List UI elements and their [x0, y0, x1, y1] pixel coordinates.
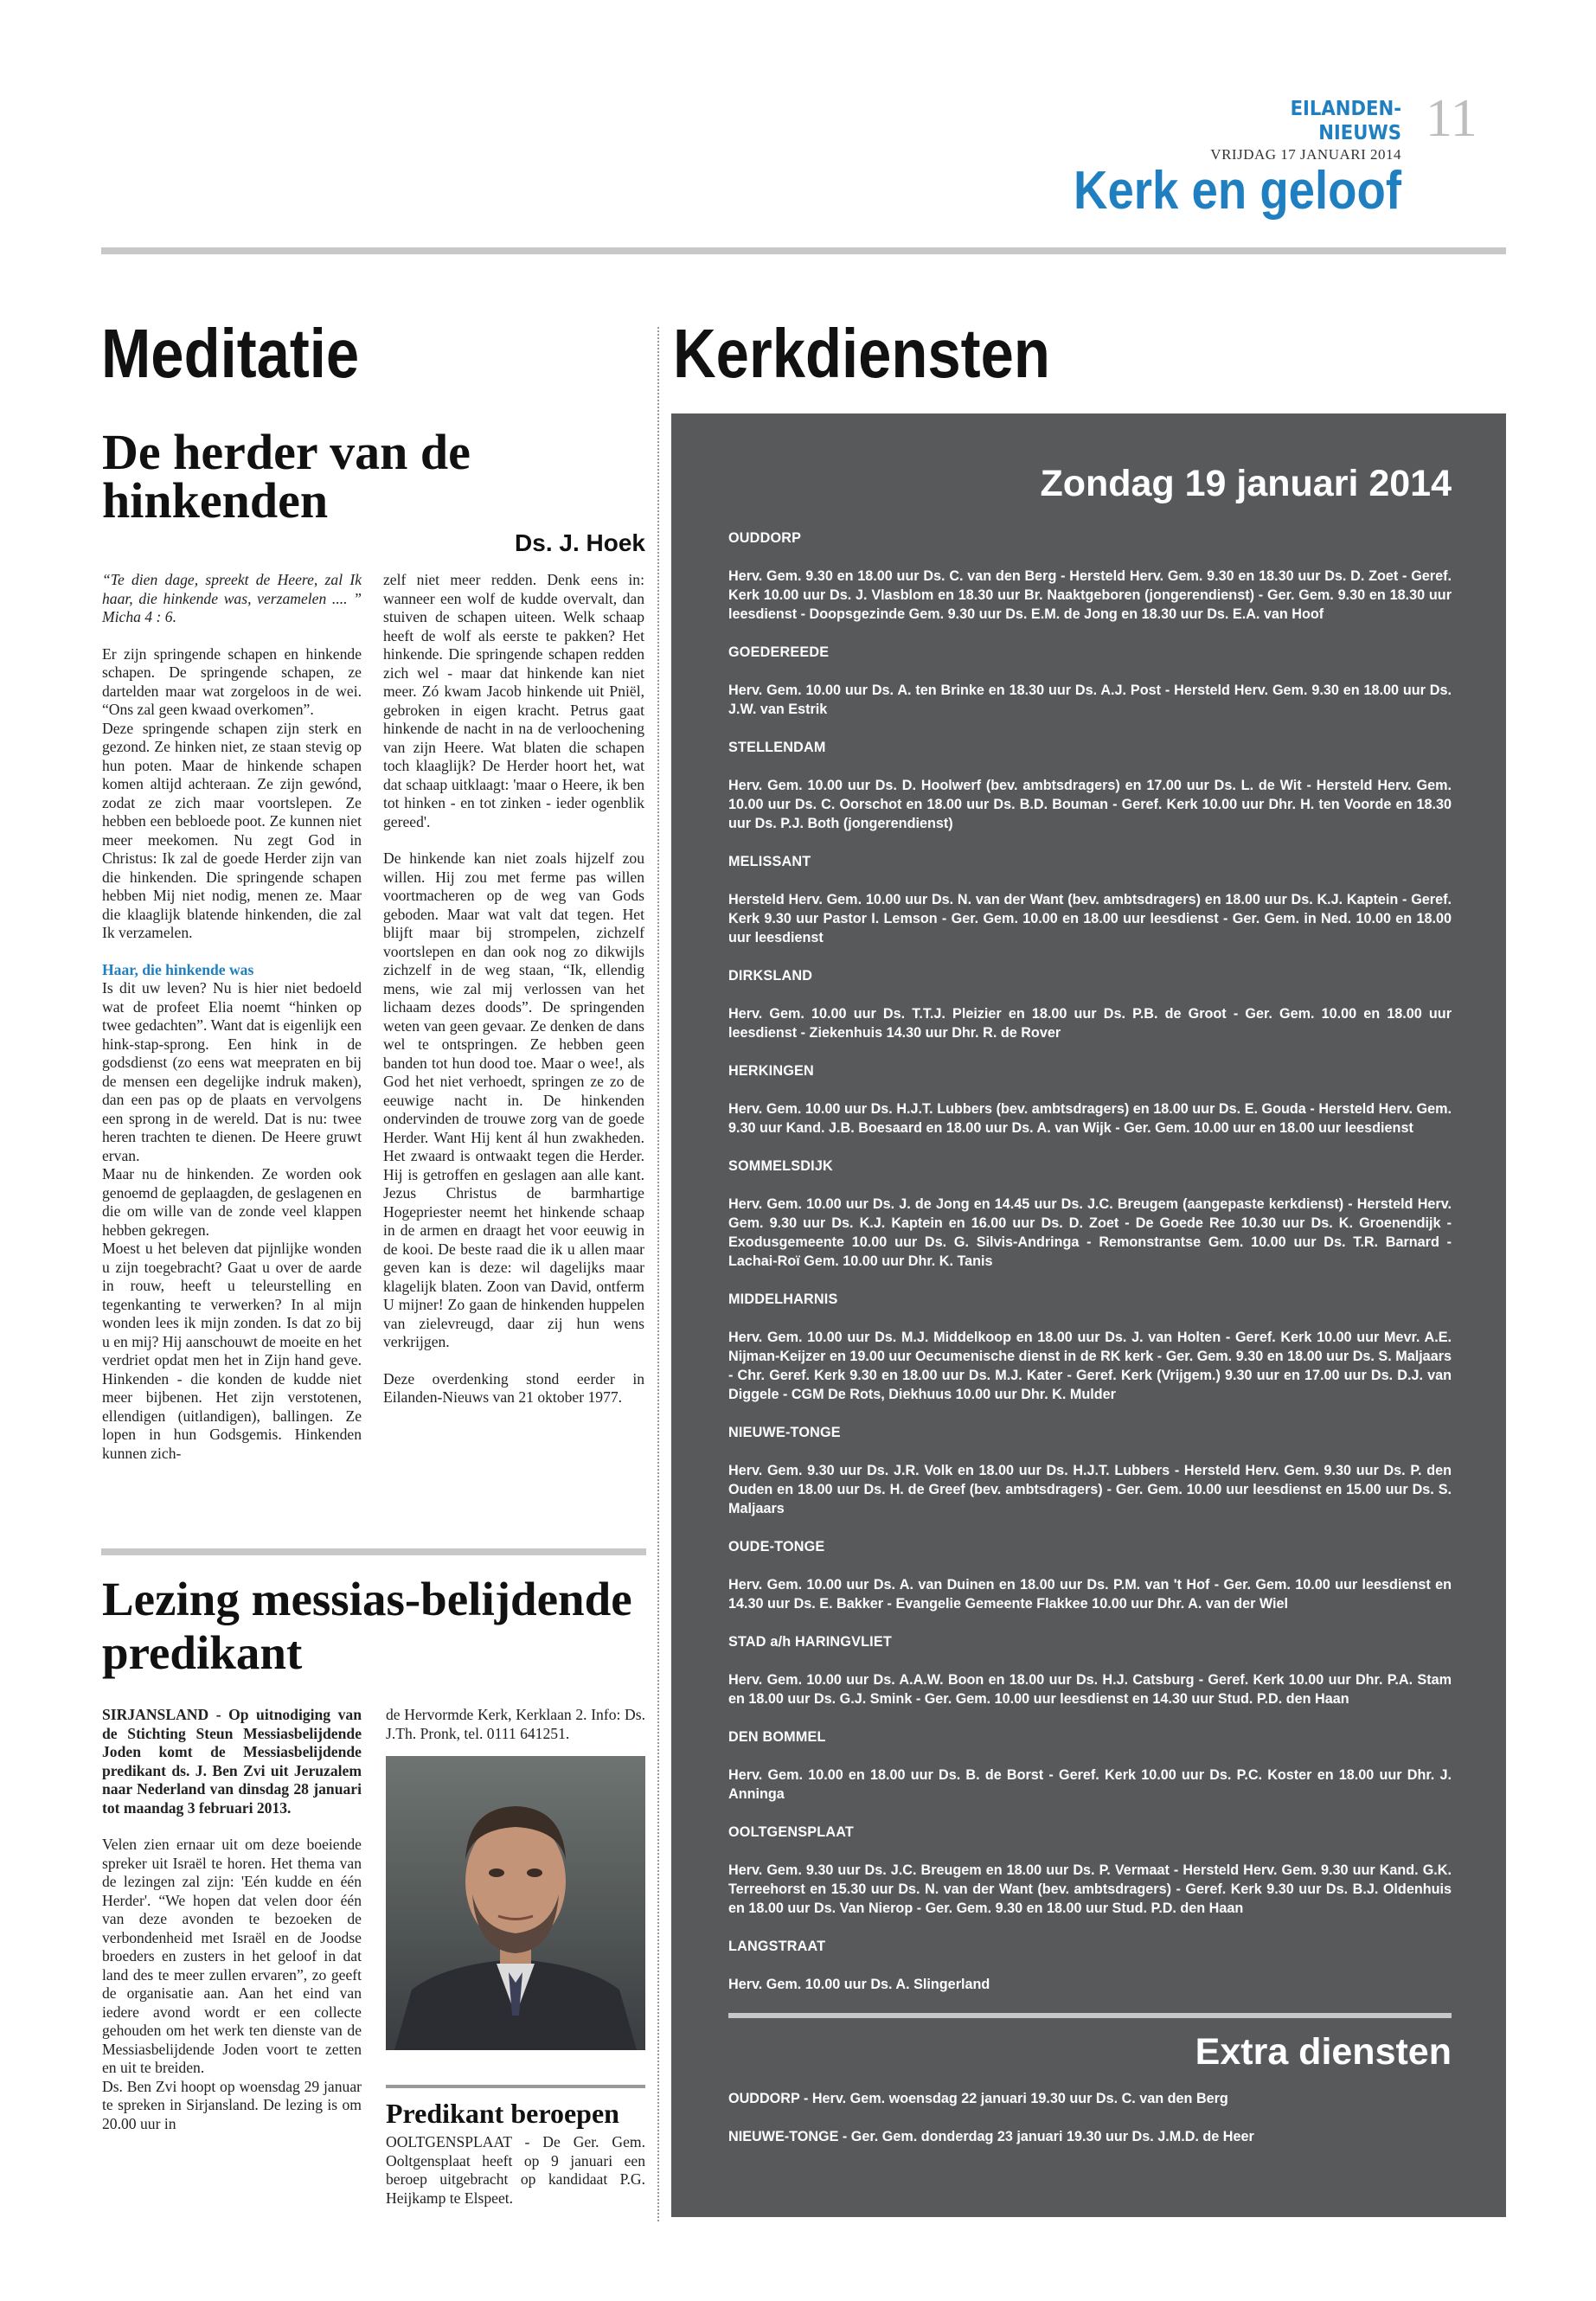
place-name: OOLTGENSPLAAT [728, 1824, 854, 1840]
extra-service: OUDDORP - Herv. Gem. woensdag 22 januari 19.30 uur Ds. C. van den Berg [728, 2091, 1228, 2106]
meditatie-title: De herder van de hinkenden [102, 424, 471, 529]
meditatie-column-2 [383, 571, 644, 1407]
issue-date: VRIJDAG 17 JANUARI 2014 [1210, 146, 1401, 163]
place-name: DEN BOMMEL [728, 1729, 826, 1745]
lezing-column-1 [102, 1706, 362, 2133]
service-entry [728, 1632, 1452, 1708]
place-name: SOMMELSDIJK [728, 1158, 833, 1174]
service-entry [728, 1727, 1452, 1804]
place-name: LANGSTRAAT [728, 1939, 826, 1954]
service-entry [728, 643, 1452, 719]
place-name: HERKINGEN [728, 1063, 814, 1079]
service-entry [728, 1823, 1452, 1918]
paragraph: Er zijn springende schapen en hinkende schapen. De springende schapen, ze dartelden maar wat zorgeloos in de wei. “Ons zal geen kwaad overkomen”. [102, 644, 362, 718]
lezing-title: Lezing messias-belijdende predikant [102, 1573, 632, 1679]
services-date: Zondag 19 januari 2014 [1040, 463, 1452, 504]
service-entry [728, 1423, 1452, 1518]
service-text: Hersteld Herv. Gem. 10.00 uur Ds. N. van der Want (bev. ambtsdragers) en 18.00 uur Ds. K.J. Kaptein - Geref. Kerk 9.30 uur Pastor I. Lemson - Ger. Gem. 10.00 en 18.00 uur leesdienst - Ger. Gem. in Ned. 10.00 en 18.00 uur leesdienst [728, 892, 1452, 945]
box-rule [386, 2085, 645, 2088]
place-name: STAD a/h HARINGVLIET [728, 1634, 892, 1650]
subheading: Haar, die hinkende was [102, 960, 254, 978]
service-text: Herv. Gem. 10.00 uur Ds. A. Slingerland [728, 1977, 990, 1992]
service-text: Herv. Gem. 10.00 uur Ds. T.T.J. Pleizier en 18.00 uur Ds. P.B. de Groot - Ger. Gem. 10.00 en 18.00 uur leesdienst - Ziekenhuis 14.30 uur Dhr. R. de Rover [728, 1006, 1452, 1041]
bible-quote: “Te dien dage, spreekt de Heere, zal Ik haar, die hinkende was, verzamelen .... ” Micha 4 : 6. [102, 571, 362, 625]
page-number: 11 [1426, 89, 1477, 148]
meditatie-heading: Meditatie [101, 315, 360, 392]
service-text: Herv. Gem. 10.00 uur Ds. A. ten Brinke en 18.30 uur Ds. A.J. Post - Hersteld Herv. Gem. 9.30 en 18.00 uur Ds. J.W. van Estrik [728, 683, 1452, 717]
service-entry [728, 852, 1452, 947]
masthead [1202, 97, 1401, 164]
place-name: GOEDEREEDE [728, 644, 830, 660]
service-entry [728, 1537, 1452, 1613]
section-title: Kerk en geloof [1074, 161, 1401, 221]
service-text: Herv. Gem. 9.30 uur Ds. J.C. Breugem en 18.00 uur Ds. P. Vermaat - Hersteld Herv. Gem. 9.30 uur Kand. G.K. Terreehorst en 15.30 uur Ds. N. van der Want (bev. ambtsdragers) - Geref. Kerk 9.30 uur Ds. B.J. Oldenhuis en 18.00 uur Ds. Van Nierop - Ger. Gem. 9.30 en 18.00 uur Stud. P.D. den Haan [728, 1862, 1452, 1916]
service-entry [728, 966, 1452, 1042]
article-divider [101, 1548, 646, 1555]
service-entry [728, 1061, 1452, 1138]
meditatie-column-1 [102, 571, 362, 1463]
paragraph: Velen zien ernaar uit om deze boeiende spreker uit Israël te horen. Het thema van de lezingen zal zijn: 'Eén kudde en één Herder'. “We hopen dat velen door één van deze avonden te bezoeken de verbondenheid met Israël en de Joodse broeders en zusters in het geloof in dat land des te meer zullen ervaren”, zo geeft de organisatie aan. Aan het eind van iedere avond wordt er een collecte gehouden om het werk ten dienste van de Messiasbelijdende Joden voort te zetten en uit te breiden. [102, 1836, 362, 2076]
paragraph: Deze springende schapen zijn sterk en gezond. Ze hinken niet, ze staan stevig op hun poten. Maar de hinkende schapen komen altijd achteraan. Ze zijn gewónd, zodat ze zich maar voortslepen. Ze hebben een bebloede poot. Ze kunnen niet meer meekomen. Nu zegt God in Christus: Ik zal de goede Herder zijn van die hinkenden. Die springende schapen hebben Mij niet nodig, menen ze. Maar die klaaglijk blatende hinkenden, die zal Ik verzamelen. [102, 719, 362, 941]
service-text: Herv. Gem. 10.00 uur Ds. D. Hoolwerf (bev. ambtsdragers) en 17.00 uur Ds. L. de Wit - Hersteld Herv. Gem. 10.00 uur Ds. C. Oorschot en 18.00 uur Ds. B.D. Bouman - Geref. Kerk 10.00 uur Dhr. H. ten Voorde en 18.30 uur Ds. P.J. Both (jongerendienst) [728, 778, 1452, 831]
service-text: Herv. Gem. 10.00 uur Ds. H.J.T. Lubbers (bev. ambtsdragers) en 18.00 uur Ds. E. Gouda - Hersteld Herv. Gem. 9.30 uur Kand. J.B. Boesaard en 18.00 uur Ds. A. van Wijk - Ger. Gem. 10.00 uur en 18.00 uur leesdienst [728, 1101, 1452, 1136]
service-entry [728, 1937, 1452, 1994]
paragraph: Ds. Ben Zvi hoopt op woensdag 29 januar te spreken in Sirjansland. De lezing is om 20.00 uur in [102, 2077, 362, 2132]
source-note: Deze overdenking stond eerder in Eilanden-Nieuws van 21 oktober 1977. [383, 1369, 644, 1406]
service-entry [728, 529, 1452, 624]
service-entry [728, 738, 1452, 833]
paragraph: Maar nu de hinkenden. Ze worden ook genoemd de geplaagden, de geslagenen en die om wille van de zonde veel klappen hebben gekregen. [102, 1165, 362, 1239]
paragraph: de Hervormde Kerk, Kerklaan 2. Info: Ds. J.Th. Pronk, tel. 0111 641251. [386, 1706, 645, 1742]
kerkdiensten-heading: Kerkdiensten [673, 315, 1050, 392]
paragraph: De hinkende kan niet zoals hijzelf zou willen. Hij zou met ferme pas willen voortmacheren op de weg van Gods geboden. Maar wat valt dat tegen. Het blijft maar bij strompelen, zichzelf voortslepen en dan ook nog zo dikwijls zichzelf in de weg staan, “Ik, ellendig mens, wie zal mij verlossen van het lichaam dezes doods”. De springenden weten van geen gevaar. Ze denken de dans wel te ontspringen. Ze hebben geen banden tot hun dood toe. Maar o wee!, als God het niet verhoedt, springen ze zo de eeuwige nacht in. De hinkenden ondervinden de trouwe zorg van de goede Herder. Want Hij kent ál hun zwakheden. Het zwaard is ontwaakt tegen die Herder. Hij is getroffen en geslagen aan alle kant. Jezus Christus de barmhartige Hogepriester neemt het hinkende schaap in de armen en draagt het voor eeuwig in de kooi. De beste raad die ik u allen maar geven kan is deze: wil dagelijks maar klagelijk blaten. Zoon van David, ontferm U mijner! Zo gaan de hinkenden huppelen van zielevreugd, daar zij hun wens verkrijgen. [383, 849, 644, 1350]
extra-divider [728, 2013, 1452, 2018]
paragraph: zelf niet meer redden. Denk eens in: wanneer een wolf de kudde overvalt, dan stuiven de schapen uiteen. Welk schaap heeft de wolf als eerste te pakken? Het hinkende. Die springende schapen redden zich wel - maar dat hinkende kan niet meer. Zó kwam Jacob hinkende uit Pniël, gebroken in eigen kracht. Petrus gaat hinkende de nacht in na de verloochening van zijn Heere. Wat blaten die schapen toch klaaglijk? De Herder hoort het, wat dat schaap uitklaagt: 'maar o Heere, ik ben tot hinken - en tot zinken - ieder ogenblik gereed'. [383, 571, 644, 830]
predikant-text: OOLTGENSPLAAT - De Ger. Gem. Ooltgensplaat heeft op 9 januari een beroep uitgebracht op kandidaat P.G. Heijkamp te Elspeet. [386, 2133, 645, 2207]
portrait-photo [386, 1756, 645, 2050]
services-list [728, 529, 1452, 2165]
service-text: Herv. Gem. 10.00 uur Ds. M.J. Middelkoop en 18.00 uur Ds. J. van Holten - Geref. Kerk 10.00 uur Mevr. A.E. Nijman-Keijzer en 19.00 uur Oecumenische dienst in de RK kerk - Ger. Gem. 9.30 en 18.00 uur Ds. S. Maljaars - Chr. Geref. Kerk 9.30 en 18.00 uur Ds. M.J. Kater - Geref. Kerk (Vrijgem.) 9.30 uur en 17.00 uur Ds. D.J. van Diggele - CGM De Rots, Diekhuus 10.00 uur Dhr. K. Mulder [728, 1330, 1452, 1402]
services-panel [671, 413, 1506, 2217]
paragraph: Moest u het beleven dat pijnlijke wonden u zijn toegebracht? Gaat u over de aarde in rouw, heeft u teleurstelling en tegenkanting te verwerken? In al mijn wonden lees ik mijn zonden. Is dat zo bij u en mij? Hij aanschouwt de moeite en het verdriet opdat men het in Zijn hand geve. Hinkenden - die konden de kudde niet meer bijbenen. Het zijn verstotenen, ellendigen (uitlandigen), ballingen. Ze lopen in hun Godsgemis. Hinkenden kunnen zich- [102, 1240, 362, 1462]
service-text: Herv. Gem. 10.00 uur Ds. J. de Jong en 14.45 uur Ds. J.C. Breugem (aangepaste kerkdienst) - Hersteld Herv. Gem. 9.30 uur Ds. K.J. Kaptein en 16.00 uur Ds. D. Zoet - De Goede Ree 10.30 uur Ds. K. Groenendijk - Exodusgemeente 10.00 uur Ds. G. Silvis-Andringa - Remonstrantse Gem. 10.00 uur Ds. T.R. Barnard - Lachai-Roï Gem. 10.00 uur Dhr. K. Tanis [728, 1196, 1452, 1269]
predikant-title: Predikant beroepen [386, 2098, 619, 2129]
extra-heading: Extra diensten [1195, 2031, 1452, 2073]
place-name: STELLENDAM [728, 740, 826, 755]
place-name: DIRKSLAND [728, 968, 813, 984]
place-name: NIEUWE-TONGE [728, 1425, 841, 1440]
paragraph: Is dit uw leven? Nu is hier niet bedoeld wat de profeet Elia noemt “hinken op twee gedachten”. Want dat is eigenlijk een hink-stap-sprong. Een hink in de godsdienst (zo eens wat meepraten en bij de mensen een degelijke indruk maken), dan een pas op de plaats en vervolgens een sprong in de wereld. Dat is nu: twee heren trachten te dienen. De Heere gruwt ervan. [102, 979, 362, 1164]
lezing-column-2 [386, 1706, 645, 1743]
service-text: Herv. Gem. 10.00 uur Ds. A. van Duinen en 18.00 uur Ds. P.M. van 't Hof - Ger. Gem. 10.00 uur leesdienst en 14.30 uur Ds. E. Bakker - Evangelie Gemeente Flakkee 10.00 uur Dhr. A. van der Wiel [728, 1577, 1452, 1612]
lezing-lead: SIRJANSLAND - Op uitnodiging van de Stichting Steun Messiasbelijdende Joden komt de Messiasbelijdende predikant ds. J. Ben Zvi uit Jeruzalem naar Nederland van dinsdag 28 januari tot maandag 3 februari 2013. [102, 1706, 362, 1817]
column-divider [657, 327, 659, 2221]
newspaper-logo: EILANDEN-NIEUWS [1290, 98, 1401, 144]
service-text: Herv. Gem. 10.00 uur Ds. A.A.W. Boon en 18.00 uur Ds. H.J. Catsburg - Geref. Kerk 10.00 uur Dhr. P.A. Stam en 18.00 uur Ds. G.J. Smink - Ger. Gem. 10.00 uur leesdienst en 14.30 uur Stud. P.D. den Haan [728, 1672, 1452, 1707]
service-text: Herv. Gem. 10.00 en 18.00 uur Ds. B. de Borst - Geref. Kerk 10.00 uur Ds. P.C. Koster en 18.00 uur Dhr. J. Anninga [728, 1767, 1452, 1802]
place-name: OUDE-TONGE [728, 1539, 825, 1554]
meditatie-author: Ds. J. Hoek [515, 529, 645, 556]
service-text: Herv. Gem. 9.30 uur Ds. J.R. Volk en 18.00 uur Ds. H.J.T. Lubbers - Hersteld Herv. Gem. 9.30 uur Ds. P. den Ouden en 18.00 uur Ds. H. de Greef (bev. ambtsdragers) - Ger. Gem. 10.00 uur leesdienst en 15.00 uur Ds. S. Maljaars [728, 1463, 1452, 1516]
service-text: Herv. Gem. 9.30 en 18.00 uur Ds. C. van den Berg - Hersteld Herv. Gem. 9.30 en 18.30 uur Ds. D. Zoet - Geref. Kerk 10.00 uur Ds. J. Vlasblom en 18.30 uur Br. Naaktgeboren (jongerendienst) - Ger. Gem. 9.30 en 18.30 uur leesdienst - Doopsgezinde Gem. 9.30 uur Ds. E.M. de Jong en 18.30 uur Ds. E.A. van Hoof [728, 568, 1452, 622]
place-name: OUDDORP [728, 530, 802, 546]
service-entry [728, 1290, 1452, 1404]
extra-service: NIEUWE-TONGE - Ger. Gem. donderdag 23 januari 19.30 uur Ds. J.M.D. de Heer [728, 2129, 1254, 2144]
portrait-illustration [386, 1756, 645, 2050]
place-name: MIDDELHARNIS [728, 1292, 838, 1307]
service-entry [728, 1157, 1452, 1271]
header-divider [101, 247, 1506, 254]
place-name: MELISSANT [728, 854, 811, 869]
